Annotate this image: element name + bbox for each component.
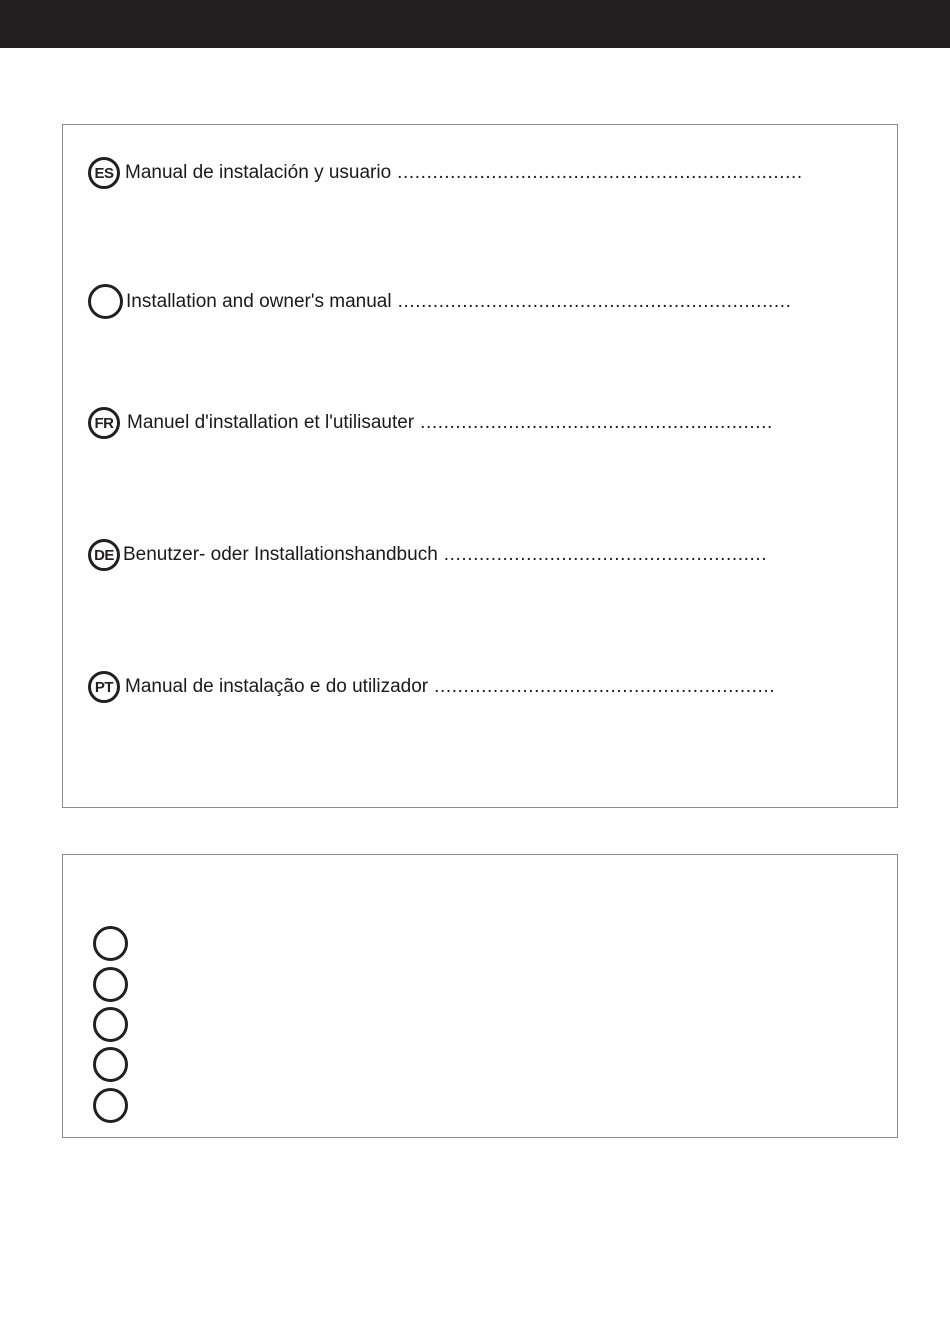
empty-circle-icon	[93, 967, 128, 1002]
entry-title: Installation and owner's manual	[126, 290, 392, 312]
entry-title: Manual de instalação e do utilizador	[125, 676, 429, 697]
contents-entry-fr[interactable]	[88, 407, 773, 439]
empty-circle-icon	[93, 1047, 128, 1082]
language-badge-fr-icon: FR	[88, 407, 120, 439]
language-badge-pt-icon: PT	[88, 671, 120, 703]
entry-leader-dots: .......................................................	[443, 544, 768, 565]
empty-circle-icon	[93, 1007, 128, 1042]
entry-title: Benutzer- oder Installationshandbuch	[123, 544, 438, 565]
contents-entry-pt[interactable]	[88, 671, 775, 703]
language-badge-de-icon: DE	[88, 539, 120, 571]
header-bar	[0, 0, 950, 48]
language-badge-es-icon: ES	[88, 157, 120, 189]
entry-leader-dots: ..........................................................	[434, 676, 776, 697]
empty-circle-icon	[93, 1088, 128, 1123]
entry-leader-dots: .....................................................................	[397, 162, 803, 183]
empty-circle-icon	[93, 926, 128, 961]
language-badge-en-icon	[88, 284, 123, 319]
entry-leader-dots: ...................................................................	[397, 290, 792, 312]
contents-entry-es[interactable]	[88, 157, 803, 189]
contents-entry-en[interactable]	[88, 284, 791, 319]
entry-title: Manual de instalación y usuario	[125, 162, 392, 183]
contents-box	[62, 124, 898, 808]
entry-leader-dots: ............................................................	[420, 412, 773, 433]
index-box	[62, 854, 898, 1138]
entry-title: Manuel d'installation et l'utilisauter	[127, 412, 415, 433]
contents-entry-de[interactable]	[88, 539, 767, 571]
